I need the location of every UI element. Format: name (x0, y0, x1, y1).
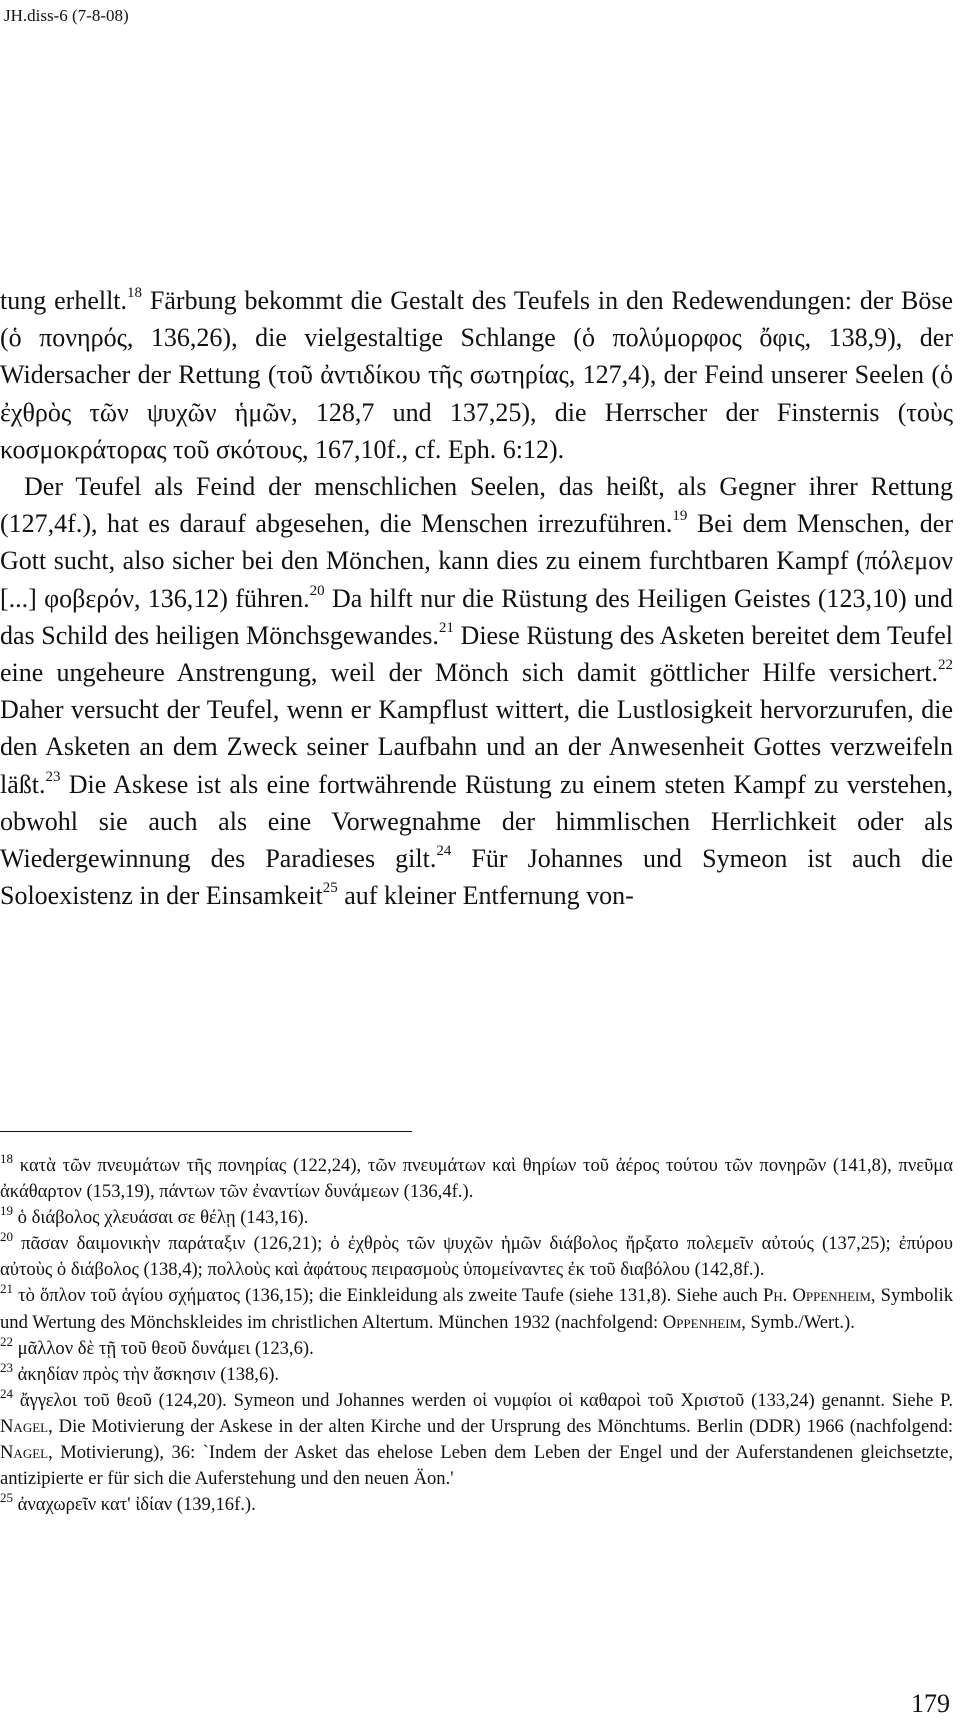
footnote-number: 23 (0, 1359, 13, 1375)
footnote-text: , Motivierung), 36: `Indem der Asket das ehelose Leben dem Leben der Engel und der Auferstandenen gleichsetzte, antizipierte er für sich die Auferstehung und den neuen Äon.' (0, 1442, 953, 1490)
footnote-20 (0, 1231, 953, 1283)
footnote-text: ἀκηδίαν πρὸς τὴν ἄσκησιν (138,6). (17, 1363, 280, 1385)
footnote-text: , Die Motivierung der Askese in der alten Kirche und der Ursprung des Mönchtums. Berlin (DDR) 1966 (nachfolgend: (48, 1415, 953, 1437)
footnote-number: 21 (0, 1281, 13, 1297)
footnote-ref-20[interactable]: 20 (309, 582, 325, 599)
footnotes (0, 1153, 953, 1518)
footnote-number: 19 (0, 1203, 13, 1219)
footnote-ref-19[interactable]: 19 (672, 508, 688, 525)
paragraph-1-text: Färbung bekommt die Gestalt des Teufels in den Redewendungen: der Böse (ὁ πονηρός, 136,26), die vielgestaltige Schlange (ὁ πολύμορφος ὄφις, 138,9), der Widersacher der Rettung (τοῦ ἀντιδίκου τῆς σωτηρίας, 127,4), der Feind unserer Seelen (ὁ ἐχθρὸς τῶν ψυχῶν ἡμῶν, 128,7 und 137,25), die Herrscher der Finsternis (τοὺς κοσμοκράτορας τοῦ σκότους, 167,10f., cf. Eph. 6:12). (0, 286, 953, 464)
footnote-text: ὁ διάβολος χλευάσαι σε θέλῃ (143,16). (17, 1207, 309, 1229)
footnote-24 (0, 1385, 953, 1492)
footnote-number: 22 (0, 1333, 13, 1349)
footnote-text: ἄγγελοι τοῦ θεοῦ (124,20). Symeon und Johannes werden οἱ νυμφίοι οἱ καθαροὶ τοῦ Χριστοῦ (133,24) genannt. Siehe P. (19, 1389, 953, 1411)
footnote-text: κατὰ τῶν πνευμάτων τῆς πονηρίας (122,24), τῶν πνευμάτων καὶ θηρίων τοῦ ἀέρος τούτου τῶν πονηρῶν (141,8), πνεῦμα ἀκάθαρτον (153,19), πάντων τῶν ἐναντίων δυνάμεων (136,4f.). (0, 1155, 954, 1203)
footnote-ref-23[interactable]: 23 (45, 768, 61, 785)
footnote-number: 18 (0, 1151, 13, 1166)
footnote-23 (0, 1359, 953, 1388)
paragraph-2-text: Daher versucht der Teufel, wenn er Kampflust wittert, die Lustlosigkeit hervorzurufen, die den Asketen an dem Zweck seiner Laufbahn und an der Anwesenheit Gottes verzweifeln läßt. (0, 695, 953, 799)
author-name: Nagel (0, 1415, 49, 1437)
footnote-text: , Symb./Wert.). (741, 1311, 855, 1333)
footnote-number: 20 (0, 1229, 13, 1245)
footnote-ref-22[interactable]: 22 (938, 657, 953, 674)
paragraph-2-text: Da hilft nur die Rüstung des Heiligen Geistes (123,10) und das Schild des heiligen Mönchsgewandes. (0, 583, 953, 650)
footnote-ref-25[interactable]: 25 (322, 880, 338, 897)
footnote-text: πᾶσαν δαιμονικὴν παράταξιν (126,21); ὁ ἐχθρὸς τῶν ψυχῶν ἡμῶν διάβολος ἤρξατο πολεμεῖν αὐτούς (137,25); ἐπύρου αὐτοὺς ὁ διάβολος (138,4); πολλοὺς καὶ ἀφάτους πειρασμοὺς ὑπομείναντες ἐκ τοῦ διαβόλου (142,8f.). (0, 1233, 953, 1281)
footnote-19 (0, 1205, 953, 1231)
author-name: Oppenheim (662, 1311, 742, 1333)
footnote-text: ἀναχωρεῖν κατ' ἰδίαν (139,16f.). (17, 1494, 256, 1516)
footnote-text: , Symbolik und Wertung des Mönchskleides im christlichen Altertum. München 1932 (nachfolgend: (0, 1285, 954, 1333)
running-header: JH.diss-6 (7-8-08) (4, 6, 129, 25)
paragraph-2-text: Bei dem Menschen, der Gott sucht, also sicher bei den Mönchen, kann dies zu einem furchtbaren Kampf (πόλεμον [...] φοβερόν, 136,12) führen. (0, 509, 953, 613)
paragraph-2-text: Diese Rüstung des Asketen bereitet dem Teufel eine ungeheure Anstrengung, weil der Mönch sich damit göttlicher Hilfe versichert. (0, 620, 954, 688)
footnote-number: 24 (0, 1385, 13, 1401)
page-number: 179 (911, 1689, 950, 1718)
footnote-22 (0, 1333, 953, 1362)
footnote-number: 25 (0, 1490, 13, 1506)
author-name: Nagel (0, 1442, 49, 1464)
paragraph-2-text: Für Johannes und Symeon ist auch die Soloexistenz in der Einsamkeit (0, 844, 953, 911)
main-text (0, 282, 953, 914)
footnote-text: μᾶλλον δὲ τῇ τοῦ θεοῦ δυνάμει (123,6). (17, 1337, 314, 1359)
footnote-18 (0, 1153, 953, 1205)
paragraph-2 (0, 468, 953, 914)
footnote-text: τὸ ὅπλον τοῦ ἁγίου σχήματος (136,15); die Einkleidung als zweite Taufe (siehe 131,8). Siehe auch (18, 1285, 763, 1307)
footnote-rule (0, 1131, 412, 1132)
paragraph-2-text: auf kleiner Entfernung von- (337, 881, 634, 911)
footnote-ref-18[interactable]: 18 (127, 285, 143, 301)
footnote-ref-24[interactable]: 24 (436, 843, 452, 860)
footnote-25 (0, 1492, 953, 1518)
author-name: Ph. Oppenheim (762, 1285, 871, 1307)
footnote-21 (0, 1283, 953, 1335)
footnote-ref-21[interactable]: 21 (438, 619, 454, 636)
paragraph-1 (0, 282, 953, 468)
paragraph-2-text: Die Askese ist als eine fortwährende Rüstung zu einem steten Kampf zu verstehen, obwohl sie auch als eine Vorwegnahme der himmlischen Herrlichkeit oder als Wiedergewinnung des Paradieses gilt. (0, 769, 953, 874)
paragraph-2-text: Der Teufel als Feind der menschlichen Seelen, das heißt, als Gegner ihrer Rettung (127,4f.), hat es darauf abgesehen, die Menschen irrezuführen. (0, 472, 953, 539)
paragraph-1-text: tung erhellt. (0, 286, 128, 315)
